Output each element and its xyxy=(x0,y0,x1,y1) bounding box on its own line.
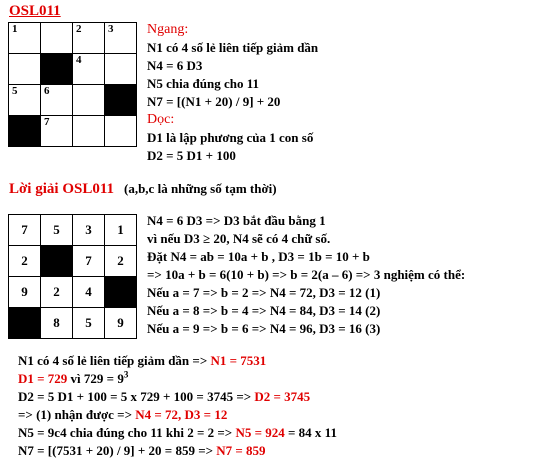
cell-digit: 9 xyxy=(21,284,28,299)
n1-text: N1 có 4 số lẻ liên tiếp giảm dần => xyxy=(18,353,211,368)
black-cell xyxy=(9,116,41,147)
reasoning-line-1: N4 = 6 D3 => D3 bắt đầu bằng 1 xyxy=(147,213,326,228)
grid-cell xyxy=(105,308,137,339)
grid-cell xyxy=(9,277,41,308)
d2-line xyxy=(18,388,310,405)
clue-number: 6 xyxy=(44,85,50,97)
grid-cell xyxy=(73,23,105,54)
grid-cell xyxy=(9,85,41,116)
cell-digit: 9 xyxy=(117,315,124,330)
down-clue-2: D2 = 5 D1 + 100 xyxy=(147,148,236,163)
grid-cell xyxy=(41,215,73,246)
d1-result: D1 = 729 xyxy=(18,371,68,386)
clue-number: 3 xyxy=(108,23,114,35)
grid-cell xyxy=(9,54,41,85)
grid-cell xyxy=(41,277,73,308)
clue-number: 5 xyxy=(12,85,18,97)
grid-cell xyxy=(73,215,105,246)
grid-cell xyxy=(41,23,73,54)
grid-row xyxy=(9,215,137,246)
reasoning-line-6: Nếu a = 8 => b = 4 => N4 = 84, D3 = 14 (2) xyxy=(147,303,381,318)
n4-line xyxy=(18,406,227,423)
grid-row xyxy=(9,116,137,147)
n7-text: N7 = [(7531 + 20) / 9] + 20 = 859 => xyxy=(18,443,217,458)
black-cell xyxy=(105,277,137,308)
grid-cell xyxy=(41,308,73,339)
d1-line xyxy=(18,370,128,387)
across-heading: Ngang: xyxy=(147,22,189,37)
d2-text: D2 = 5 D1 + 100 = 5 x 729 + 100 = 3745 => xyxy=(18,389,255,404)
reasoning-line-7: Nếu a = 9 => b = 6 => N4 = 96, D3 = 16 (3) xyxy=(147,321,381,336)
puzzle-grid xyxy=(8,22,137,147)
clue-number: 2 xyxy=(76,23,82,35)
solution-title: Lời giải OSL011 xyxy=(9,181,114,197)
grid-cell xyxy=(73,85,105,116)
reasoning-line-2: vì nếu D3 ≥ 20, N4 sẽ có 4 chữ số. xyxy=(147,231,331,246)
reasoning-line-5: Nếu a = 7 => b = 2 => N4 = 72, D3 = 12 (1) xyxy=(147,285,381,300)
solution-header xyxy=(9,180,277,198)
n4-result: N4 = 72, D3 = 12 xyxy=(135,407,228,422)
cell-digit: 5 xyxy=(53,222,60,237)
grid-row xyxy=(9,246,137,277)
reasoning-line-3: Đặt N4 = ab = 10a + b , D3 = 1b = 10 + b xyxy=(147,249,370,264)
n1-line xyxy=(18,352,266,369)
d1-text: vì 729 = 9 xyxy=(67,371,124,386)
grid-cell xyxy=(105,116,137,147)
cell-digit: 4 xyxy=(85,284,92,299)
clue-number: 1 xyxy=(12,23,18,35)
d2-result: D2 = 3745 xyxy=(254,389,311,404)
clue-number: 4 xyxy=(76,54,82,66)
cell-digit: 7 xyxy=(85,253,92,268)
grid-cell xyxy=(105,246,137,277)
grid-cell xyxy=(9,246,41,277)
n5-line xyxy=(18,424,337,441)
grid-cell xyxy=(41,85,73,116)
grid-row xyxy=(9,23,137,54)
grid-row xyxy=(9,277,137,308)
across-clue-1: N1 có 4 số lẻ liên tiếp giảm dần xyxy=(147,40,319,55)
grid-cell xyxy=(73,54,105,85)
across-clue-4: N7 = [(N1 + 20) / 9] + 20 xyxy=(147,94,281,109)
grid-cell xyxy=(105,23,137,54)
cell-digit: 1 xyxy=(117,222,124,237)
cell-digit: 5 xyxy=(85,315,92,330)
n5-result: N5 = 924 xyxy=(235,425,285,440)
puzzle-title: OSL011 xyxy=(9,3,61,19)
grid-cell xyxy=(73,277,105,308)
grid-cell xyxy=(105,215,137,246)
grid-cell xyxy=(73,246,105,277)
d1-exponent: 3 xyxy=(123,369,129,380)
grid-cell xyxy=(105,54,137,85)
black-cell xyxy=(41,54,73,85)
grid-row xyxy=(9,85,137,116)
grid-cell xyxy=(41,116,73,147)
grid-cell xyxy=(73,308,105,339)
cell-digit: 7 xyxy=(21,222,28,237)
cell-digit: 2 xyxy=(21,253,28,268)
solution-subtitle: (a,b,c là những số tạm thời) xyxy=(124,181,277,196)
down-clue-1: D1 là lập phương của 1 con số xyxy=(147,130,314,145)
cell-digit: 2 xyxy=(53,284,60,299)
n4-text: => (1) nhận được => xyxy=(18,407,136,422)
n7-result: N7 = 859 xyxy=(216,443,266,458)
n5-tail: = 84 x 11 xyxy=(284,425,337,440)
solution-grid xyxy=(8,214,137,339)
grid-cell xyxy=(9,215,41,246)
reasoning-line-4: => 10a + b = 6(10 + b) => b = 2(a – 6) => 3 nghiệm có thể: xyxy=(147,267,466,282)
grid-cell xyxy=(73,116,105,147)
grid-cell xyxy=(9,23,41,54)
n5-text: N5 = 9c4 chia đúng cho 11 khi 2 = 2 => xyxy=(18,425,236,440)
across-clue-2: N4 = 6 D3 xyxy=(147,58,203,73)
cell-digit: 2 xyxy=(117,253,124,268)
cell-digit: 3 xyxy=(85,222,92,237)
black-cell xyxy=(41,246,73,277)
clue-number: 7 xyxy=(44,116,50,128)
n7-line xyxy=(18,442,266,459)
down-heading: Dọc: xyxy=(147,112,175,127)
grid-row xyxy=(9,308,137,339)
cell-digit: 8 xyxy=(53,315,60,330)
black-cell xyxy=(9,308,41,339)
n1-result: N1 = 7531 xyxy=(210,353,267,368)
across-clue-3: N5 chia đúng cho 11 xyxy=(147,76,259,91)
black-cell xyxy=(105,85,137,116)
grid-row xyxy=(9,54,137,85)
